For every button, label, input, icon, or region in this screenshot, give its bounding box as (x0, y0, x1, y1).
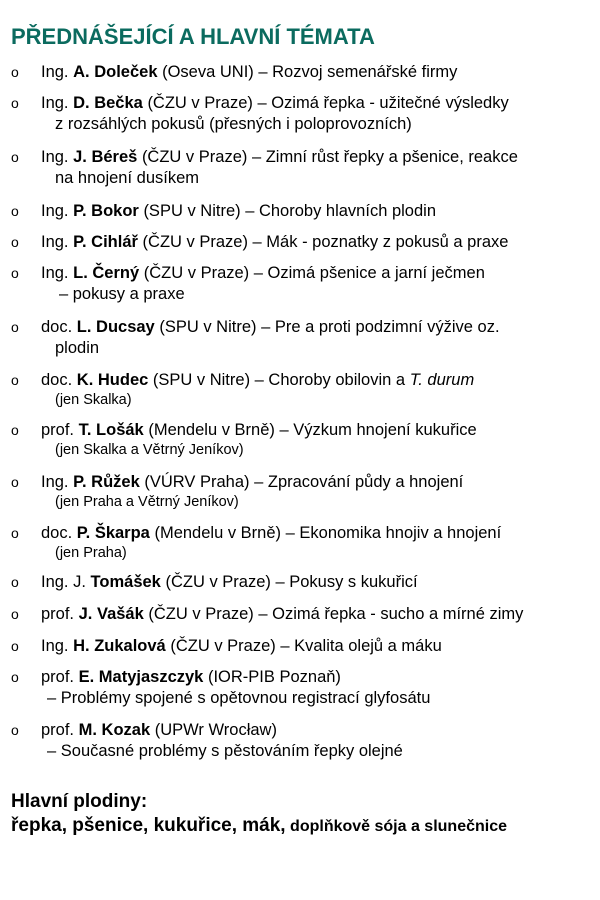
speaker-affiliation: (SPU v Nitre) (152, 371, 251, 389)
speaker-topic-cont: na hnojení dusíkem (55, 169, 200, 187)
speaker-title: Ing. (41, 202, 69, 220)
speaker-name: L. Černý (73, 264, 140, 282)
speaker-name: H. Zukalová (73, 637, 166, 655)
speaker-topic: – Ozimá řepka - užitečné výsledky (257, 94, 509, 112)
bullet-icon: o (11, 722, 19, 738)
speaker-title: doc. (41, 524, 73, 542)
speaker-topic: – Ekonomika hnojiv a hnojení (285, 524, 502, 542)
main-crops-heading: Hlavní plodiny: (11, 791, 148, 812)
speaker-affiliation: (Mendelu v Brně) (148, 421, 275, 439)
speaker-note: (jen Skalka a Větrný Jeníkov) (55, 442, 244, 458)
speaker-name: A. Doleček (73, 63, 158, 81)
speaker-topic: – Kvalita olejů a máku (280, 637, 442, 655)
speaker-name: P. Škarpa (76, 524, 150, 542)
speaker-affiliation: (Oseva UNI) (162, 63, 254, 81)
speaker-affiliation: (ČZU v Praze) (170, 637, 276, 655)
speaker-title: doc. (41, 318, 73, 336)
bullet-icon: o (11, 422, 19, 438)
speaker-title: prof. (41, 668, 75, 686)
speaker-name: Tomášek (90, 573, 161, 591)
bullet-icon: o (11, 319, 19, 335)
bullet-icon: o (11, 606, 19, 622)
speaker-title: Ing. J. (41, 573, 86, 591)
speaker-title: prof. (41, 605, 75, 623)
bullet-icon: o (11, 574, 19, 590)
speaker-topic-italic: T. durum (409, 371, 475, 389)
speaker-affiliation: (UPWr Wrocław) (154, 721, 277, 739)
speaker-topic: – Ozimá pšenice a jarní ječmen (253, 264, 485, 282)
list-item (0, 420, 477, 460)
main-crops-list: řepka, pšenice, kukuřice, mák, (11, 815, 286, 836)
speaker-name: E. Matyjaszczyk (78, 668, 204, 686)
speaker-title: Ing. (41, 637, 69, 655)
list-item (0, 93, 509, 135)
bullet-icon: o (11, 234, 19, 250)
speaker-title: prof. (41, 721, 75, 739)
speaker-title: Ing. (41, 473, 69, 491)
list-item (0, 370, 474, 410)
list-item (0, 667, 430, 709)
speaker-topic: – Pre a proti podzimní výžive oz. (261, 318, 500, 336)
speaker-affiliation: (IOR-PIB Poznaň) (207, 668, 341, 686)
speaker-topic: – Výzkum hnojení kukuřice (279, 421, 477, 439)
bullet-icon: o (11, 474, 19, 490)
speaker-topic: – Choroby hlavních plodin (245, 202, 436, 220)
speaker-name: T. Lošák (78, 421, 144, 439)
speaker-topic: – Ozimá řepka - sucho a mírné zimy (258, 605, 524, 623)
speaker-affiliation: (SPU v Nitre) (143, 202, 241, 220)
speaker-title: Ing. (41, 63, 69, 81)
speaker-name: J. Vašák (78, 605, 144, 623)
speaker-affiliation: (ČZU v Praze) (165, 573, 271, 591)
list-item (0, 472, 463, 512)
speaker-title: Ing. (41, 264, 69, 282)
list-item (0, 636, 442, 657)
speaker-topic-cont: z rozsáhlých pokusů (přesných i poloprovozních) (55, 115, 412, 133)
bullet-icon: o (11, 525, 19, 541)
list-item (0, 62, 457, 83)
speaker-title: Ing. (41, 233, 69, 251)
speaker-note: (jen Praha) (55, 545, 127, 561)
speaker-topic: – Zimní růst řepky a pšenice, reakce (251, 148, 518, 166)
list-item (0, 263, 485, 305)
speaker-affiliation: (SPU v Nitre) (159, 318, 257, 336)
speaker-name: P. Bokor (73, 202, 139, 220)
speaker-title: Ing. (41, 94, 69, 112)
list-item (0, 720, 403, 762)
list-item (0, 232, 508, 253)
speaker-topic: – Současné problémy s pěstováním řepky olejné (47, 742, 403, 760)
speaker-title: Ing. (41, 148, 69, 166)
speaker-topic: – Problémy spojené s opětovnou registrací glyfosátu (47, 689, 431, 707)
list-item (0, 317, 500, 359)
speaker-name: P. Cihlář (73, 233, 138, 251)
list-item (0, 523, 501, 563)
bullet-icon: o (11, 64, 19, 80)
speaker-topic: – Pokusy s kukuřicí (275, 573, 418, 591)
bullet-icon: o (11, 669, 19, 685)
speaker-name: M. Kozak (78, 721, 151, 739)
speaker-name: P. Růžek (73, 473, 140, 491)
list-item (0, 201, 436, 222)
main-crops (11, 790, 507, 838)
speaker-title: prof. (41, 421, 75, 439)
bullet-icon: o (11, 149, 19, 165)
speaker-name: K. Hudec (76, 371, 149, 389)
speaker-affiliation: (Mendelu v Brně) (154, 524, 282, 542)
list-item (0, 604, 523, 625)
speaker-affiliation: (ČZU v Praze) (148, 605, 254, 623)
speaker-topic: – Choroby obilovin a (254, 371, 406, 389)
speaker-affiliation: (ČZU v Praze) (147, 94, 253, 112)
speaker-name: L. Ducsay (76, 318, 155, 336)
bullet-icon: o (11, 95, 19, 111)
bullet-icon: o (11, 372, 19, 388)
speaker-affiliation: (ČZU v Praze) (143, 264, 250, 282)
speaker-topic: – Zpracování půdy a hnojení (254, 473, 464, 491)
speaker-name: D. Bečka (73, 94, 143, 112)
speaker-affiliation: (VÚRV Praha) (144, 473, 250, 491)
page-title: PŘEDNÁŠEJÍCÍ A HLAVNÍ TÉMATA (11, 24, 375, 49)
bullet-icon: o (11, 638, 19, 654)
bullet-icon: o (11, 265, 19, 281)
speaker-name: J. Béreš (73, 148, 138, 166)
supplementary-crops: doplňkově sója a slunečnice (290, 818, 508, 835)
speaker-affiliation: (ČZU v Praze) (142, 233, 248, 251)
speaker-topic-cont: plodin (55, 339, 100, 357)
list-item (0, 147, 518, 189)
speaker-topic-cont: – pokusy a praxe (59, 285, 185, 303)
bullet-icon: o (11, 203, 19, 219)
speaker-topic: – Rozvoj semenářské firmy (258, 63, 458, 81)
speaker-note: (jen Skalka) (55, 392, 132, 408)
speaker-affiliation: (ČZU v Praze) (141, 148, 248, 166)
speaker-note: (jen Praha a Větrný Jeníkov) (55, 494, 239, 510)
speaker-title: doc. (41, 371, 73, 389)
speaker-topic: – Mák - poznatky z pokusů a praxe (252, 233, 509, 251)
list-item (0, 572, 418, 593)
